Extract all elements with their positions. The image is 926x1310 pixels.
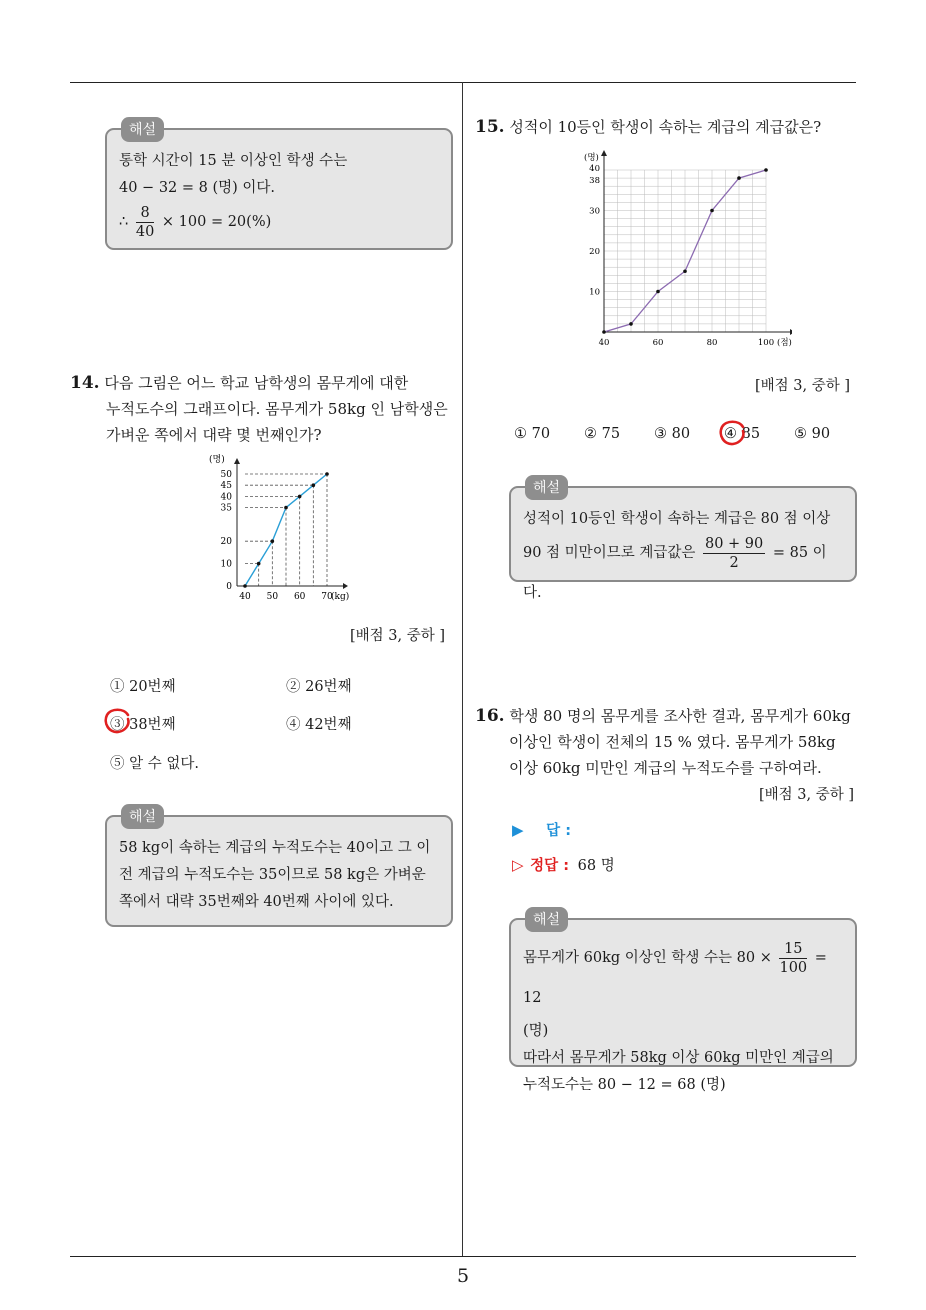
- solution-body: [523, 506, 845, 613]
- solution-formula: [523, 938, 845, 1018]
- solution-box-q14: [105, 809, 453, 927]
- outline-triangle-icon: ▷: [512, 856, 524, 874]
- y-axis-arrow: [601, 150, 607, 156]
- x-tick-label: 40: [239, 592, 251, 602]
- question-text: 가벼운 쪽에서 대략 몇 번째인가?: [106, 426, 322, 444]
- data-point: [325, 472, 329, 476]
- x-tick-label: 60: [293, 592, 306, 602]
- question-text: 이상인 학생이 전체의 15 % 였다. 몸무게가 58kg: [509, 733, 836, 751]
- y-axis-label: (명): [584, 153, 599, 163]
- x-tick-label: 80: [706, 338, 718, 348]
- option-5[interactable]: ⑤ 알 수 없다.: [110, 756, 199, 772]
- formula-prefix: 몸무게가 60kg 이상인 학생 수는 80 ×: [523, 950, 772, 966]
- correct-answer-value: 68 명: [577, 858, 615, 874]
- x-axis-arrow: [790, 329, 792, 335]
- data-point: [764, 168, 768, 172]
- x-tick-label: 50: [266, 592, 279, 602]
- solution-box-q15: [509, 480, 857, 601]
- question-text: 성적이 10등인 학생이 속하는 계급의 계급값은?: [509, 118, 822, 136]
- question-14: [70, 370, 455, 448]
- data-point: [257, 562, 261, 566]
- play-triangle-icon: ▶: [512, 821, 524, 839]
- question-line: [70, 370, 455, 396]
- solution-line: 전 계급의 누적도수는 35이므로 58 kg은 가벼운: [119, 867, 426, 883]
- x-tick-label: 100: [757, 338, 775, 348]
- option-2[interactable]: ② 26번째: [286, 679, 352, 695]
- fraction-denominator: 40: [135, 223, 155, 240]
- option-4[interactable]: ④ 85: [724, 426, 761, 442]
- data-point: [683, 269, 687, 273]
- x-axis-arrow: [343, 583, 348, 589]
- option-3[interactable]: ③ 80: [654, 426, 691, 442]
- x-tick-label: 40: [598, 338, 610, 348]
- y-tick-label: 40: [589, 164, 600, 174]
- question-16: [475, 703, 860, 781]
- fraction-numerator: 80 + 90: [704, 535, 764, 552]
- fraction-denominator: 100: [779, 959, 808, 976]
- answer-circle-mark: [717, 418, 749, 448]
- solution-tag: 해설: [121, 804, 164, 829]
- data-point: [284, 506, 288, 510]
- solution-box-q13: [105, 122, 453, 250]
- formula-prefix: 90 점 미만이므로 계급값은: [523, 545, 696, 561]
- score-meta: [배점 3, 중하 ]: [759, 787, 855, 803]
- solution-line: 따라서 몸무게가 58kg 이상 60kg 미만인 계급의: [523, 1050, 834, 1066]
- question-number: 14.: [70, 373, 100, 393]
- top-rule: [70, 82, 856, 83]
- solution-line: 58 kg이 속하는 계급의 누적도수는 40이고 그 이: [119, 840, 431, 856]
- solution-line: (명): [523, 1023, 549, 1039]
- question-15: [475, 114, 860, 140]
- solution-tag: 해설: [525, 475, 568, 500]
- solution-line: 성적이 10등인 학생이 속하는 계급은 80 점 이상: [523, 511, 831, 527]
- option-2[interactable]: ② 75: [584, 426, 621, 442]
- bottom-rule: [70, 1256, 856, 1257]
- correct-answer-label: 정답 :: [530, 858, 570, 874]
- y-tick-label: 20: [589, 247, 600, 257]
- y-axis-label: (명): [209, 455, 225, 465]
- data-point: [298, 495, 302, 499]
- page-number: 5: [456, 1265, 470, 1287]
- fraction: [703, 535, 765, 572]
- formula-suffix: = 85 이다.: [523, 545, 827, 601]
- x-tick-label: 60: [652, 338, 664, 348]
- y-tick-label: 35: [220, 503, 232, 514]
- therefore-symbol: ∴: [119, 214, 129, 230]
- question-text: 학생 80 명의 몸무게를 조사한 결과, 몸무게가 60kg: [509, 707, 851, 725]
- solution-line: 통학 시간이 15 분 이상인 학생 수는: [119, 153, 348, 169]
- fraction-numerator: 15: [779, 940, 807, 959]
- data-point: [312, 483, 316, 487]
- question-number: 15.: [475, 117, 505, 137]
- solution-formula: [119, 202, 441, 242]
- y-tick-label: 10: [220, 559, 232, 570]
- solution-tag: 해설: [121, 117, 164, 142]
- y-tick-label: 10: [589, 287, 600, 298]
- option-5[interactable]: ⑤ 90: [794, 426, 831, 442]
- data-point: [737, 176, 741, 180]
- data-point: [602, 330, 606, 334]
- x-tick-label: 70: [321, 592, 333, 602]
- y-tick-label: 50: [220, 470, 232, 480]
- cumulative-score-chart: [582, 148, 792, 348]
- score-meta: [배점 3, 중하 ]: [755, 378, 851, 394]
- answer-row: [512, 819, 571, 840]
- question-text: 누적도수의 그래프이다. 몸무게가 58kg 인 남학생은: [106, 400, 448, 418]
- data-point: [243, 584, 247, 588]
- cumulative-weight-chart: [190, 450, 370, 605]
- y-tick-label: 40: [220, 492, 232, 503]
- answer-circle-mark: [102, 706, 134, 736]
- solution-body: [119, 148, 441, 242]
- score-meta: [배점 3, 중하 ]: [350, 628, 446, 644]
- question-text: 이상 60kg 미만인 계급의 누적도수를 구하여라.: [509, 759, 822, 777]
- formula-suffix: = 12: [523, 950, 827, 1006]
- option-1[interactable]: ① 70: [514, 426, 551, 442]
- solution-body: [523, 938, 845, 1099]
- question-number: 16.: [475, 706, 505, 726]
- x-axis-label: (kg): [331, 592, 350, 602]
- data-point: [629, 322, 633, 326]
- solution-tag: 해설: [525, 907, 568, 932]
- y-tick-label: 20: [220, 537, 232, 548]
- option-1[interactable]: ① 20번째: [110, 679, 176, 695]
- option-4[interactable]: ④ 42번째: [286, 717, 352, 733]
- correct-answer-row: [512, 854, 615, 875]
- solution-box-q16: [509, 912, 857, 1093]
- y-tick-label: 38: [589, 176, 600, 187]
- data-point: [710, 209, 714, 213]
- option-3[interactable]: ③ 38번째: [110, 717, 176, 733]
- question-line: [475, 703, 860, 729]
- solution-formula: [523, 533, 845, 613]
- question-text: 다음 그림은 어느 학교 남학생의 몸무게에 대한: [104, 374, 409, 392]
- data-point: [271, 539, 275, 543]
- data-point: [656, 290, 660, 294]
- column-divider: [462, 82, 463, 1256]
- formula-suffix: × 100 = 20(%): [161, 214, 272, 230]
- y-tick-label: 30: [589, 206, 600, 217]
- fraction: [779, 940, 807, 977]
- fraction-denominator: 2: [729, 554, 739, 571]
- fraction-numerator: 8: [136, 204, 154, 223]
- y-axis-arrow: [234, 458, 240, 464]
- solution-line: 40 − 32 = 8 (명) 이다.: [119, 180, 276, 196]
- solution-body: [119, 835, 441, 916]
- solution-line: 누적도수는 80 − 12 = 68 (명): [523, 1077, 726, 1093]
- fraction: [136, 204, 154, 241]
- y-tick-label: 45: [220, 481, 232, 492]
- answer-label: 답 :: [546, 823, 572, 839]
- x-axis-label: (점): [777, 338, 792, 348]
- y-tick-label: 0: [226, 582, 232, 592]
- solution-line: 쪽에서 대략 35번째와 40번째 사이에 있다.: [119, 894, 394, 910]
